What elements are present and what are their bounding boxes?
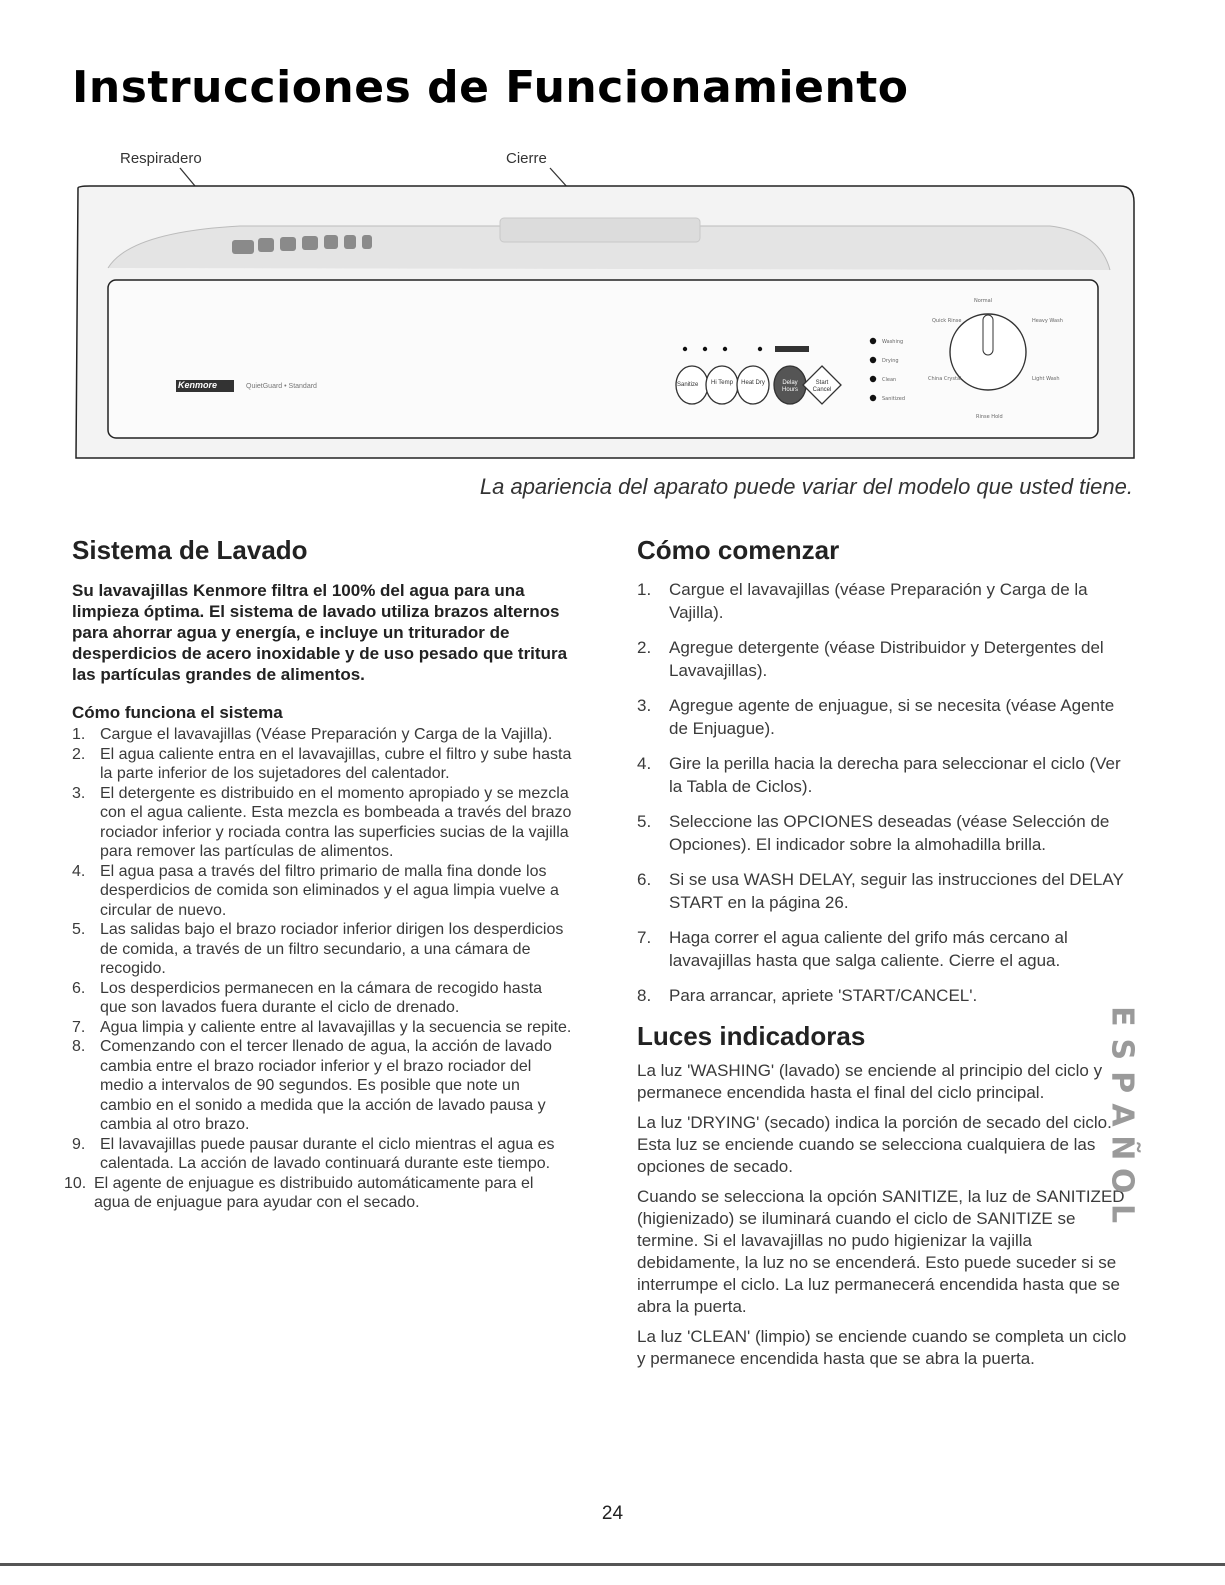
callout-vent: Respiradero xyxy=(120,150,202,167)
list-item: 1. Cargue el lavavajillas (véase Preparación y Carga de la Vajilla). xyxy=(637,580,1088,622)
side-tab-letter: A xyxy=(1104,1103,1140,1127)
clean-light-paragraph: La luz 'CLEAN' (limpio) se enciende cuando se completa un ciclo y permanece encendida hasta que se abra la puerta. xyxy=(637,1327,1127,1368)
list-item: 5. Las salidas bajo el brazo rociador inferior dirigen los desperdicios de comida, a través de un filtro secundario, a una cámara de recogido. xyxy=(72,921,564,977)
list-item: 6. Si se usa WASH DELAY, seguir las instrucciones del DELAY START en la página 26. xyxy=(637,870,1124,912)
list-item: 2. El agua caliente entra en el lavavajillas, cubre el filtro y sube hasta la parte inferior de los sujetadores del calentador. xyxy=(72,745,572,782)
dial-label-rinse-hold: Rinse Hold xyxy=(976,414,1003,420)
list-item: 4. El agua pasa a través del filtro primario de malla fina donde los desperdicios de comida son eliminados y el agua limpia vuelve a circular de nuevo. xyxy=(72,862,559,919)
start-cancel-button: Start Cancel xyxy=(812,380,832,393)
dial-label-light-wash: Light Wash xyxy=(1032,376,1060,382)
delay-hours-button: Delay Hours xyxy=(781,380,798,393)
side-tab-letter: E xyxy=(1104,1006,1140,1027)
list-item: 2. Agregue detergente (véase Distribuidor y Detergentes del Lavavajillas). xyxy=(637,638,1104,680)
sanitized-light-paragraph: Cuando se selecciona la opción SANITIZE, la luz de SANITIZED (higienizado) se iluminará cuando el ciclo de SANITIZE se termine. Si el lavavajillas no pudo higienizar la vajilla debidamente, la luz no se encenderá. Esto puede suceder si se interrumpe el ciclo. La luz permanecerá encendida hasta que se abra la puerta. xyxy=(637,1187,1125,1316)
control-panel-drawing xyxy=(70,140,1140,470)
how-it-works-list xyxy=(64,725,572,1213)
side-tab-letter: L xyxy=(1104,1204,1140,1224)
callout-latch: Cierre xyxy=(506,150,547,167)
brand-logo: Kenmore xyxy=(178,380,218,390)
side-tab-letter: Ñ xyxy=(1104,1135,1140,1161)
how-it-works-heading: Cómo funciona el sistema xyxy=(72,703,283,722)
list-item: 8. Comenzando con el tercer llenado de agua, la acción de lavado cambia entre el brazo rociador inferior y el brazo rociador del medio a intervalos de 90 segundos. Es posible que note un cambio en el sonido a medida que la acción de lavado pausa y cambia al otro brazo. xyxy=(72,1038,552,1133)
side-tab-letter: O xyxy=(1104,1167,1140,1194)
side-tab-letter: S xyxy=(1104,1038,1140,1061)
page-title: Instrucciones de Funcionamiento xyxy=(72,62,909,113)
indicator-lights-heading: Luces indicadoras xyxy=(637,1021,866,1051)
dial-label-heavy-wash: Heavy Wash xyxy=(1032,318,1063,324)
wash-system-intro: Su lavavajillas Kenmore filtra el 100% del agua para una limpieza óptima. El sistema de lavado utiliza brazos alternos para ahorrar agua y energía, e incluye un triturador de desperdicios de acero inoxidable y de uso pesado que tritura las partículas grandes de alimentos. xyxy=(72,581,568,684)
list-item: 3. Agregue agente de enjuague, si se necesita (véase Agente de Enjuague). xyxy=(637,696,1115,738)
wash-system-heading: Sistema de Lavado xyxy=(72,535,308,565)
indicator-clean: Clean xyxy=(882,377,897,383)
bottom-rule xyxy=(0,1563,1225,1566)
list-item: 1. Cargue el lavavajillas (Véase Preparación y Carga de la Vajilla). xyxy=(72,726,553,743)
indicator-washing: Washing xyxy=(882,339,904,345)
model-label: QuietGuard • Standard xyxy=(246,383,317,390)
drying-light-paragraph: La luz 'DRYING' (secado) indica la porción de secado del ciclo. Esta luz se enciende cuando se selecciona cualquiera de las opciones de secado. xyxy=(637,1113,1112,1176)
getting-started-heading: Cómo comenzar xyxy=(637,535,840,565)
getting-started-list xyxy=(637,578,1127,1007)
indicator-lights-section xyxy=(637,1021,1127,1370)
list-item: 7. Haga correr el agua caliente del grifo más cercano al lavavajillas hasta que salga caliente. Cierre el agua. xyxy=(637,928,1068,970)
control-panel-figure xyxy=(70,140,1140,470)
indicator-drying: Drying xyxy=(882,358,899,364)
dial-label-quick-rinse: Quick Rinse xyxy=(932,318,962,324)
page-number: 24 xyxy=(601,1503,624,1524)
language-tab-lettering xyxy=(1098,1000,1144,1230)
list-item: 3. El detergente es distribuido en el momento apropiado y se mezcla con el agua caliente. Esta mezcla es bombeada a través del brazo rociador inferior y rociada contra las superficies sucias de la vajilla para remover las partículas de alimentos. xyxy=(72,784,572,860)
wash-system-section xyxy=(64,535,572,1213)
side-tab-letter: P xyxy=(1104,1071,1140,1094)
dial-label-china: China Crystal xyxy=(928,376,962,382)
washing-light-paragraph: La luz 'WASHING' (lavado) se enciende al principio del ciclo y permanece encendida hasta el final del ciclo principal. xyxy=(637,1061,1103,1102)
sanitize-button: Sanitize xyxy=(677,382,699,388)
list-item: 4. Gire la perilla hacia la derecha para seleccionar el ciclo (Ver la Tabla de Ciclos). xyxy=(637,754,1121,796)
figure-caption: La apariencia del aparato puede variar del modelo que usted tiene. xyxy=(479,474,1133,499)
hi-temp-button: Hi Temp xyxy=(711,380,733,386)
language-side-tab xyxy=(1098,1000,1144,1230)
list-item: 9. El lavavajillas puede pausar durante el ciclo mientras el agua es calentada. La acción de lavado continuará durante este tiempo. xyxy=(72,1135,555,1172)
list-item: 10. El agente de enjuague es distribuido automáticamente para el agua de enjuague para ayudar con el secado. xyxy=(64,1174,534,1211)
list-item: 5. Seleccione las OPCIONES deseadas (véase Selección de Opciones). El indicador sobre la almohadilla brilla. xyxy=(637,812,1110,854)
indicator-sanitized: Sanitized xyxy=(882,396,906,402)
list-item: 6. Los desperdicios permanecen en la cámara de recogido hasta que son lavados fuera durante el ciclo de drenado. xyxy=(72,979,543,1016)
getting-started-section xyxy=(637,535,1127,1370)
dial-label-normal: Normal xyxy=(974,298,993,304)
list-item: 8. Para arrancar, apriete 'START/CANCEL'. xyxy=(637,986,978,1005)
list-item: 7. Agua limpia y caliente entre al lavavajillas y la secuencia se repite. xyxy=(72,1018,572,1036)
heat-dry-button: Heat Dry xyxy=(741,380,765,386)
